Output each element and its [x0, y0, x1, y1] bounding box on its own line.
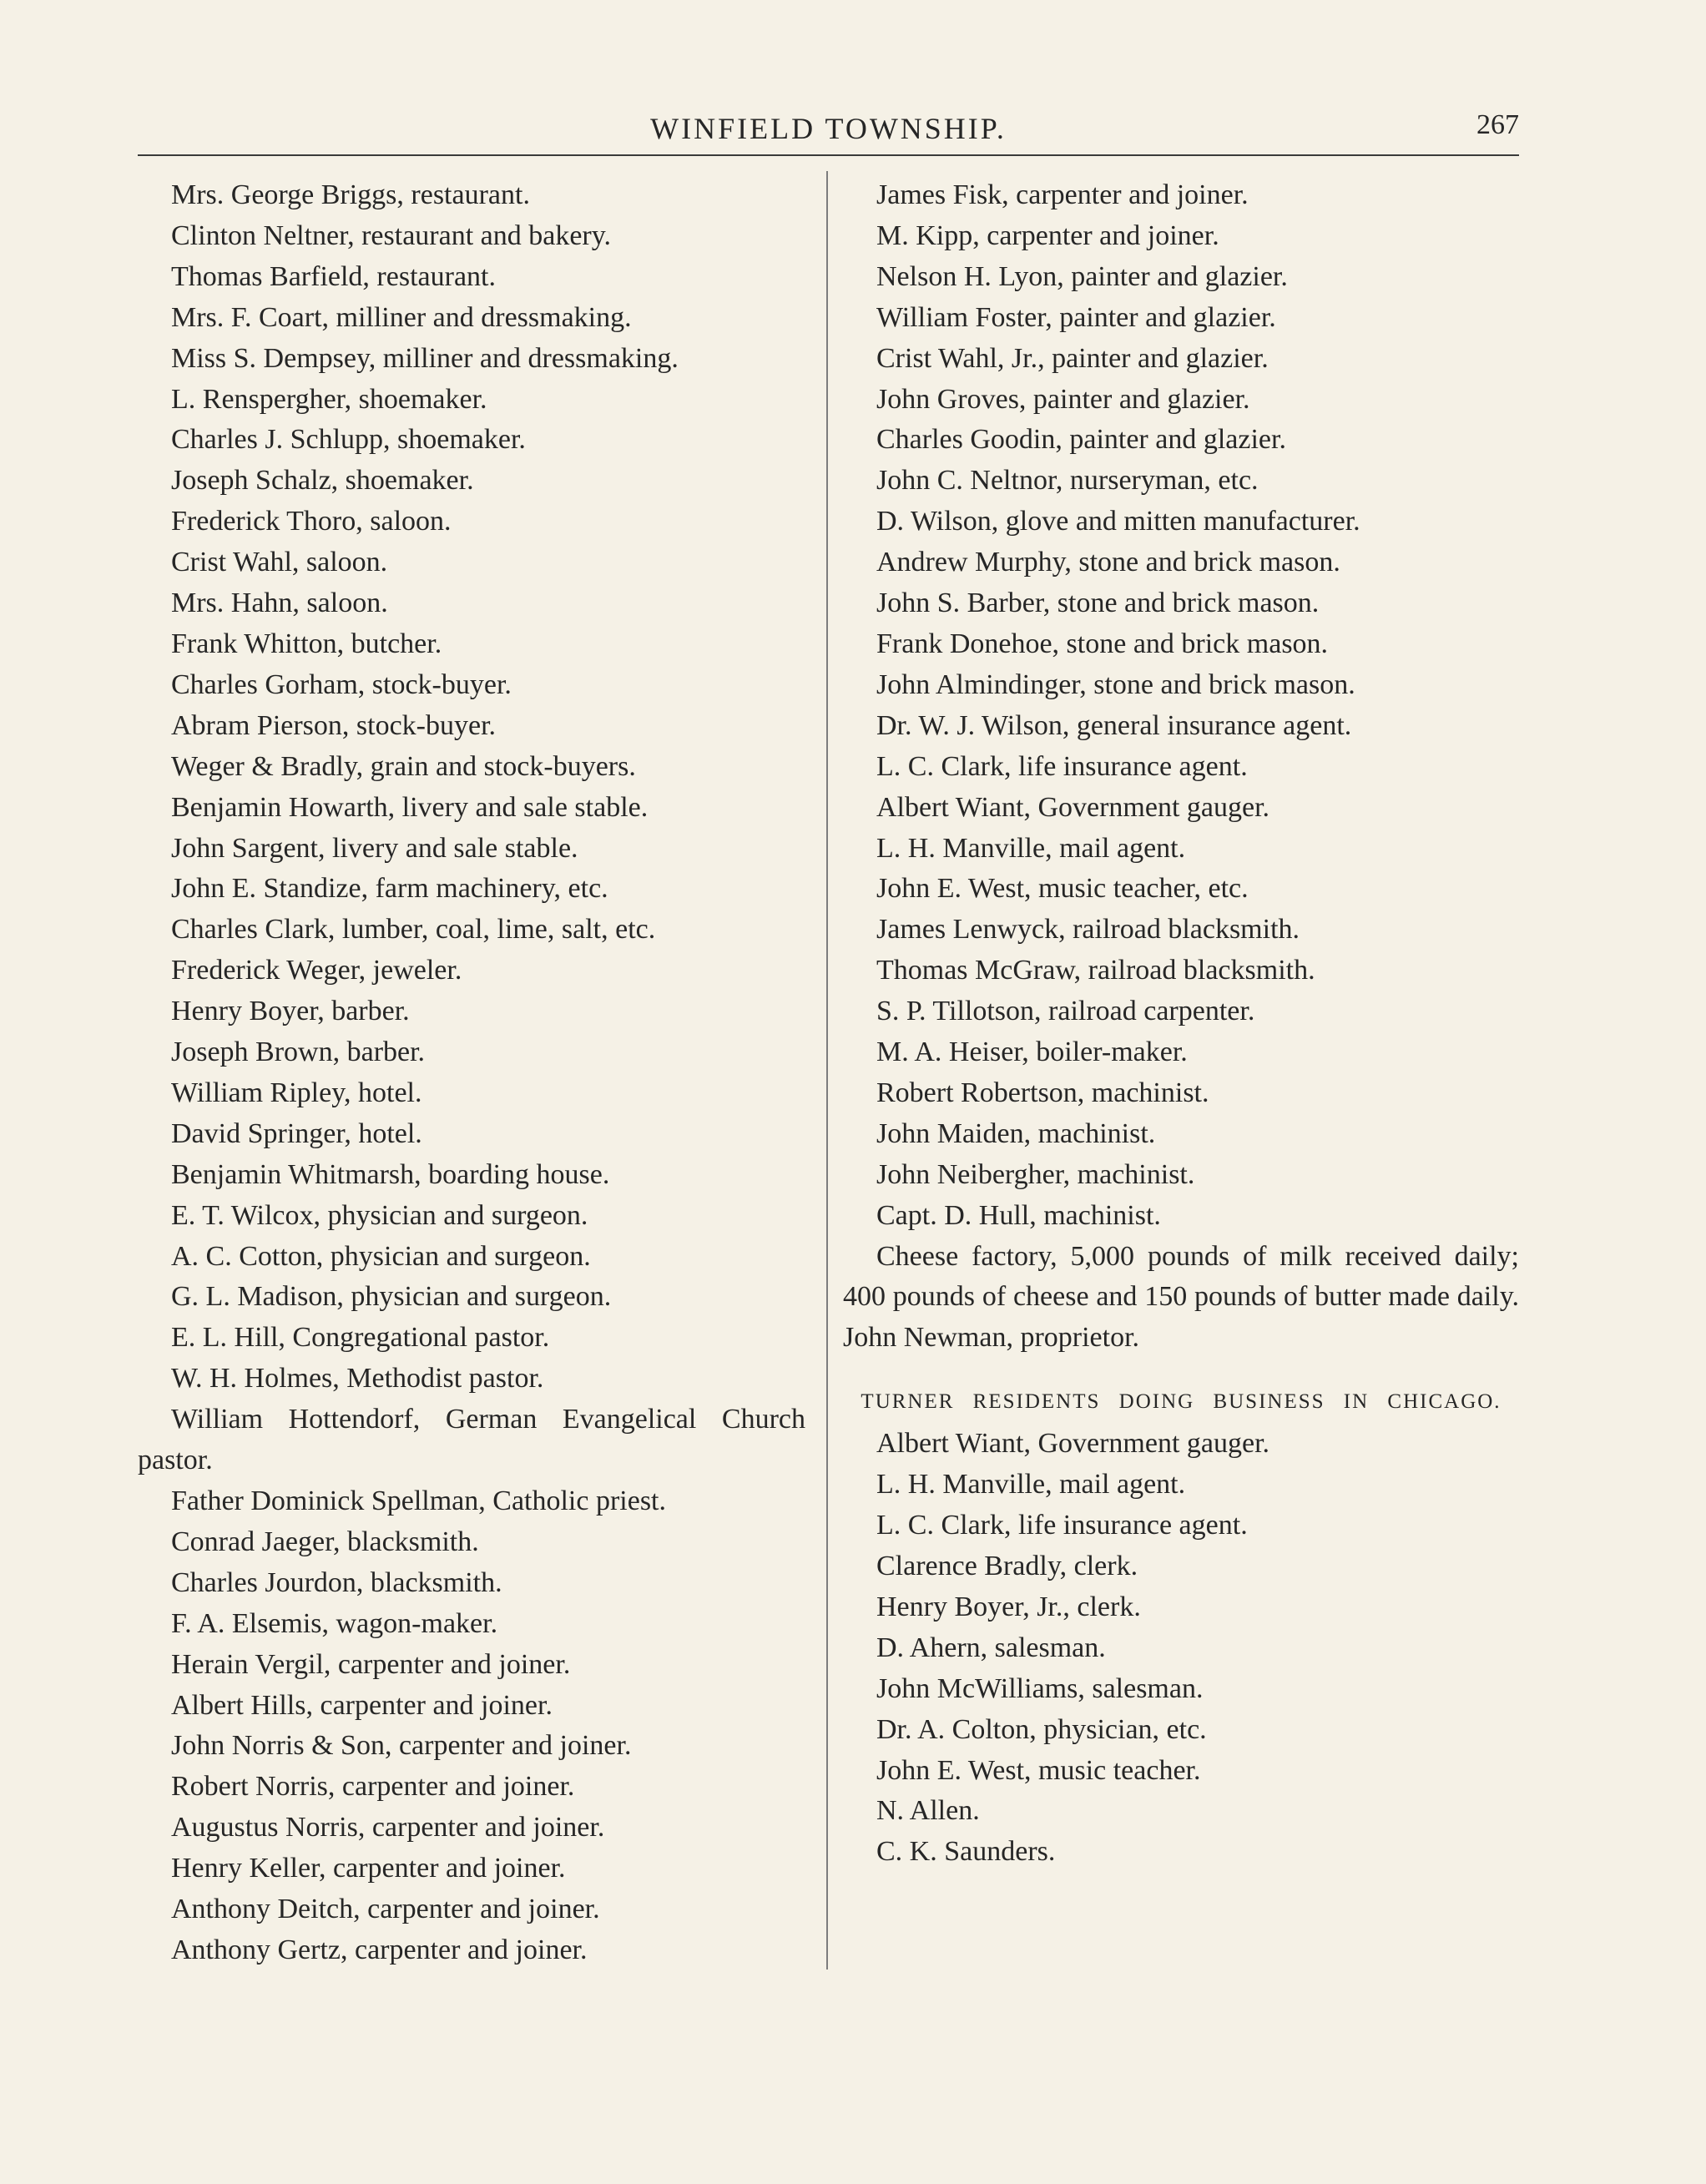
cheese-factory-paragraph: Cheese factory, 5,000 pounds of milk received daily; 400 pounds of cheese and 150 pounds of butter made daily. John Newman, proprietor. [843, 1240, 1519, 1354]
chicago-residents-list [843, 1424, 1519, 1873]
list-item: Charles J. Schlupp, shoemaker. [171, 424, 526, 456]
list-item: N. Allen. [876, 1795, 980, 1827]
running-title: WINFIELD TOWNSHIP. [650, 112, 1007, 145]
list-item: Crist Wahl, saloon. [171, 547, 388, 578]
list-item: Frank Donehoe, stone and brick mason. [876, 628, 1329, 659]
list-item: John McWilliams, salesman. [876, 1672, 1204, 1704]
list-item: Mrs. George Briggs, restaurant. [171, 179, 530, 210]
list-item: John Sargent, livery and sale stable. [171, 832, 578, 864]
list-item: Henry Boyer, Jr., clerk. [876, 1591, 1141, 1622]
list-item: John Groves, painter and glazier. [876, 383, 1250, 415]
list-item: W. H. Holmes, Methodist pastor. [171, 1363, 544, 1395]
list-item: Anthony Deitch, carpenter and joiner. [171, 1894, 600, 1925]
list-item: Anthony Gertz, carpenter and joiner. [171, 1934, 588, 1965]
list-item: Mrs. F. Coart, milliner and dressmaking. [171, 301, 632, 333]
list-item: Augustus Norris, carpenter and joiner. [171, 1812, 605, 1844]
list-item: Clinton Neltner, restaurant and bakery. [171, 219, 612, 251]
list-item: Benjamin Howarth, livery and sale stable. [171, 791, 649, 823]
list-item: Charles Jourdon, blacksmith. [171, 1566, 502, 1598]
list-item: Miss S. Dempsey, milliner and dressmaking. [171, 342, 679, 374]
list-item: John Almindinger, stone and brick mason. [876, 668, 1355, 700]
list-item: Thomas McGraw, railroad blacksmith. [876, 955, 1315, 986]
list-item: A. C. Cotton, physician and surgeon. [171, 1240, 591, 1272]
list-item: Joseph Brown, barber. [171, 1037, 426, 1068]
list-item: L. C. Clark, life insurance agent. [876, 1510, 1248, 1541]
list-item: Herain Vergil, carpenter and joiner. [171, 1648, 571, 1680]
list-item: G. L. Madison, physician and surgeon. [171, 1281, 612, 1313]
list-item: John Maiden, machinist. [876, 1117, 1156, 1149]
list-item: F. A. Elsemis, wagon-maker. [171, 1607, 498, 1639]
column-divider [826, 171, 828, 1970]
page-header [138, 104, 1519, 156]
list-item: C. K. Saunders. [876, 1836, 1056, 1868]
list-item: Benjamin Whitmarsh, boarding house. [171, 1158, 610, 1190]
left-column [138, 175, 805, 1971]
list-item: James Lenwyck, railroad blacksmith. [876, 914, 1300, 946]
list-item: Crist Wahl, Jr., painter and glazier. [876, 342, 1269, 374]
list-item: Clarence Bradly, clerk. [876, 1551, 1138, 1581]
list-item: Capt. D. Hull, machinist. [876, 1199, 1161, 1231]
list-item: Robert Norris, carpenter and joiner. [171, 1771, 575, 1803]
list-item: John E. West, music teacher, etc. [876, 873, 1249, 905]
list-item: Charles Clark, lumber, coal, lime, salt, etc. [171, 914, 656, 946]
list-item: Charles Gorham, stock-buyer. [171, 668, 512, 700]
list-item: S. P. Tillotson, railroad carpenter. [876, 996, 1255, 1027]
list-item: L. H. Manville, mail agent. [876, 832, 1186, 864]
list-item: Nelson H. Lyon, painter and glazier. [876, 260, 1288, 292]
list-item: Frederick Weger, jeweler. [171, 955, 462, 986]
list-item: John C. Neltnor, nurseryman, etc. [876, 465, 1259, 497]
list-item: Father Dominick Spellman, Catholic priest. [171, 1485, 667, 1516]
list-item: John Norris & Son, carpenter and joiner. [171, 1730, 632, 1762]
list-item: Albert Hills, carpenter and joiner. [171, 1689, 553, 1721]
list-item: M. A. Heiser, boiler-maker. [876, 1037, 1188, 1068]
list-item: Abram Pierson, stock-buyer. [171, 709, 497, 741]
list-item: Frank Whitton, butcher. [171, 628, 442, 659]
list-item: John E. West, music teacher. [876, 1754, 1201, 1786]
list-item: John Neibergher, machinist. [876, 1158, 1195, 1190]
list-item: David Springer, hotel. [171, 1117, 422, 1149]
section-title: TURNER RESIDENTS DOING BUSINESS IN CHICAGO. [861, 1390, 1502, 1414]
list-item: Joseph Schalz, shoemaker. [171, 465, 474, 497]
list-item: William Foster, painter and glazier. [876, 301, 1276, 333]
list-item: L. Renspergher, shoemaker. [171, 383, 487, 415]
list-item: Conrad Jaeger, blacksmith. [171, 1526, 479, 1557]
list-item: Albert Wiant, Government gauger. [876, 1428, 1270, 1460]
list-item: Charles Goodin, painter and glazier. [876, 424, 1286, 456]
list-item: E. L. Hill, Congregational pastor. [171, 1322, 550, 1354]
list-item: Henry Boyer, barber. [171, 996, 410, 1027]
list-item: Albert Wiant, Government gauger. [876, 791, 1270, 823]
list-item: Dr. A. Colton, physician, etc. [876, 1713, 1207, 1745]
list-item: Dr. W. J. Wilson, general insurance agent. [876, 709, 1352, 741]
list-item: L. H. Manville, mail agent. [876, 1469, 1186, 1501]
list-item: Thomas Barfield, restaurant. [171, 260, 496, 292]
list-item: Robert Robertson, machinist. [876, 1077, 1209, 1108]
list-item: M. Kipp, carpenter and joiner. [876, 219, 1219, 251]
right-column [843, 175, 1519, 1873]
list-item: Mrs. Hahn, saloon. [171, 588, 388, 619]
list-item: L. C. Clark, life insurance agent. [876, 750, 1248, 782]
business-list-continued [843, 175, 1519, 1237]
list-item: Frederick Thoro, saloon. [171, 506, 452, 537]
page-number: 267 [1476, 109, 1519, 140]
list-item: D. Wilson, glove and mitten manufacturer. [876, 506, 1360, 537]
list-item: John E. Standize, farm machinery, etc. [171, 873, 608, 905]
list-item: D. Ahern, salesman. [876, 1632, 1106, 1663]
list-item: William Ripley, hotel. [171, 1077, 422, 1108]
list-item: Henry Keller, carpenter and joiner. [171, 1853, 566, 1884]
list-item: James Fisk, carpenter and joiner. [876, 179, 1249, 210]
list-item: John S. Barber, stone and brick mason. [876, 588, 1320, 619]
list-item: William Hottendorf, German Evangelical Church pastor. [138, 1404, 805, 1476]
list-item: Weger & Bradly, grain and stock-buyers. [171, 750, 636, 782]
list-item: E. T. Wilcox, physician and surgeon. [171, 1199, 588, 1231]
list-item: Andrew Murphy, stone and brick mason. [876, 547, 1340, 578]
